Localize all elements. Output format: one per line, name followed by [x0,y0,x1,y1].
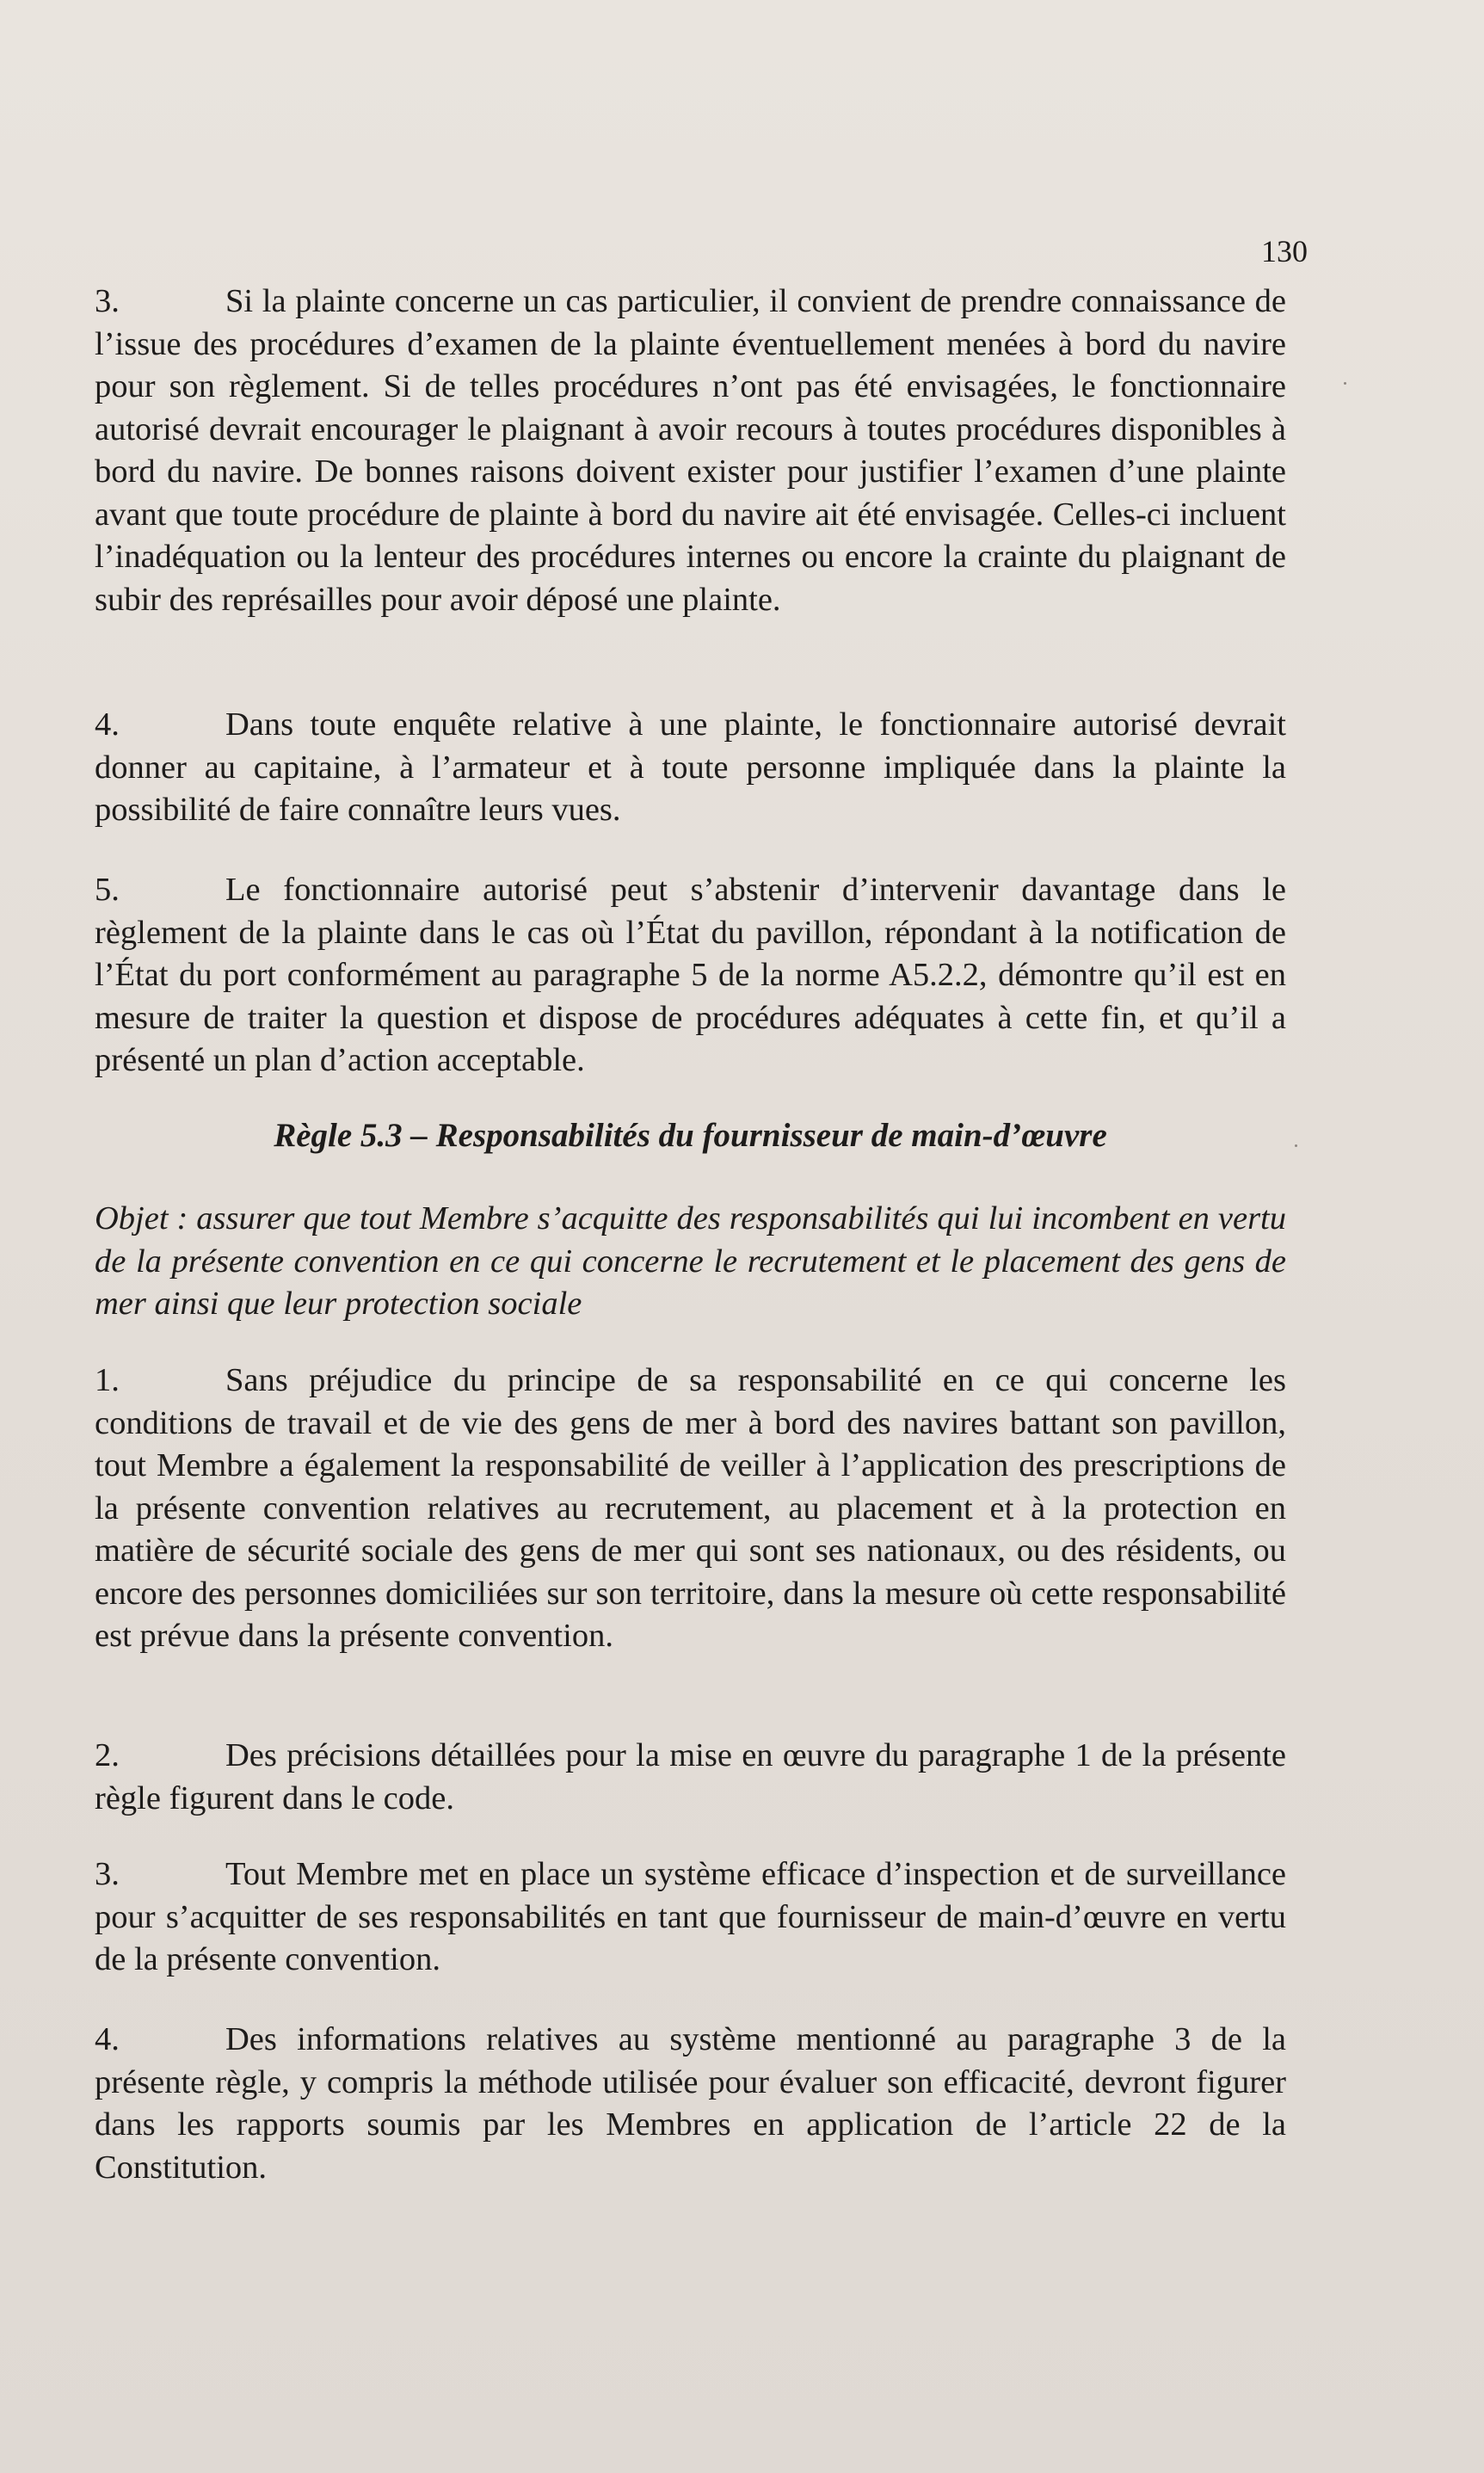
paragraph-number: 4. [95,706,120,743]
paragraph-number: 3. [95,1856,120,1892]
paragraph-5 [95,869,1286,1082]
paper-speck [1344,382,1346,385]
page-number: 130 [1261,234,1308,268]
paragraph-number: 4. [95,2021,120,2057]
paragraph-4 [95,704,1286,832]
paragraph-text: Des informations relatives au système mentionné au paragraphe 3 de la présente règle, y compris la méthode utilisée pour évaluer son efficacité, devront figurer dans les rapports soumis par les Membres en application de l’article 22 de la Constitution. [95,2021,1286,2186]
paragraph-text: Des précisions détaillées pour la mise en œuvre du paragraphe 1 de la présente règle figurent dans le code. [95,1737,1286,1816]
paragraph-text: Tout Membre met en place un système efficace d’inspection et de surveillance pour s’acquitter de ses responsabilités en tant que fournisseur de main-d’œuvre en vertu de la présente convention. [95,1856,1286,1977]
paragraph-text: Dans toute enquête relative à une plainte, le fonctionnaire autorisé devrait donner au capitaine, à l’armateur et à toute personne impliquée dans la plainte la possibilité de faire connaître leurs vues. [95,706,1286,828]
paragraph-text: Si la plainte concerne un cas particulier, il convient de prendre connaissance de l’issue des procédures d’examen de la plainte éventuellement menées à bord du navire pour son règlement. Si de telles procédures n’ont pas été envisagées, le fonctionnaire autorisé devrait encourager le plaignant à avoir recours à toutes procédures disponibles à bord du navire. De bonnes raisons doivent exister pour justifier l’examen d’une plainte avant que toute procédure de plainte à bord du navire ait été envisagée. Celles-ci incluent l’inadéquation ou la lenteur des procédures internes ou encore la crainte du plaignant de subir des représailles pour avoir déposé une plainte. [95,283,1286,618]
paper-speck [1295,1144,1297,1147]
rule-heading: Règle 5.3 – Responsabilités du fournisseur de main-d’œuvre [274,1117,1107,1154]
rule-paragraph-3 [95,1853,1286,1982]
paragraph-number: 1. [95,1362,120,1398]
rule-paragraph-2 [95,1735,1286,1820]
paragraph-text: Sans préjudice du principe de sa responsabilité en ce qui concerne les conditions de travail et de vie des gens de mer à bord des navires battant son pavillon, tout Membre a également la responsabilité de veiller à l’application des prescriptions de la présente convention relatives au recrutement, au placement et à la protection en matière de sécurité sociale des gens de mer qui sont ses nationaux, ou des résidents, ou encore des personnes domiciliées sur son territoire, dans la mesure où cette responsabilité est prévue dans la présente convention. [95,1362,1286,1654]
rule-paragraph-1 [95,1360,1286,1658]
paragraph-number: 3. [95,283,120,319]
paragraph-3 [95,281,1286,621]
paragraph-text: Le fonctionnaire autorisé peut s’abstenir d’intervenir davantage dans le règlement de la plainte dans le cas où l’État du pavillon, répondant à la notification de l’État du port conformément au paragraphe 5 de la norme A5.2.2, démontre qu’il est en mesure de traiter la question et dispose de procédures adéquates à cette fin, et qu’il a présenté un plan d’action acceptable. [95,872,1286,1078]
rule-objective: Objet : assurer que tout Membre s’acquitte des responsabilités qui lui incombent en vertu de la présente convention en ce qui concerne le recrutement et le placement des gens de mer ainsi que leur protection sociale [95,1200,1286,1322]
paragraph-number: 5. [95,872,120,908]
rule-paragraph-4 [95,2019,1286,2189]
paragraph-number: 2. [95,1737,120,1773]
